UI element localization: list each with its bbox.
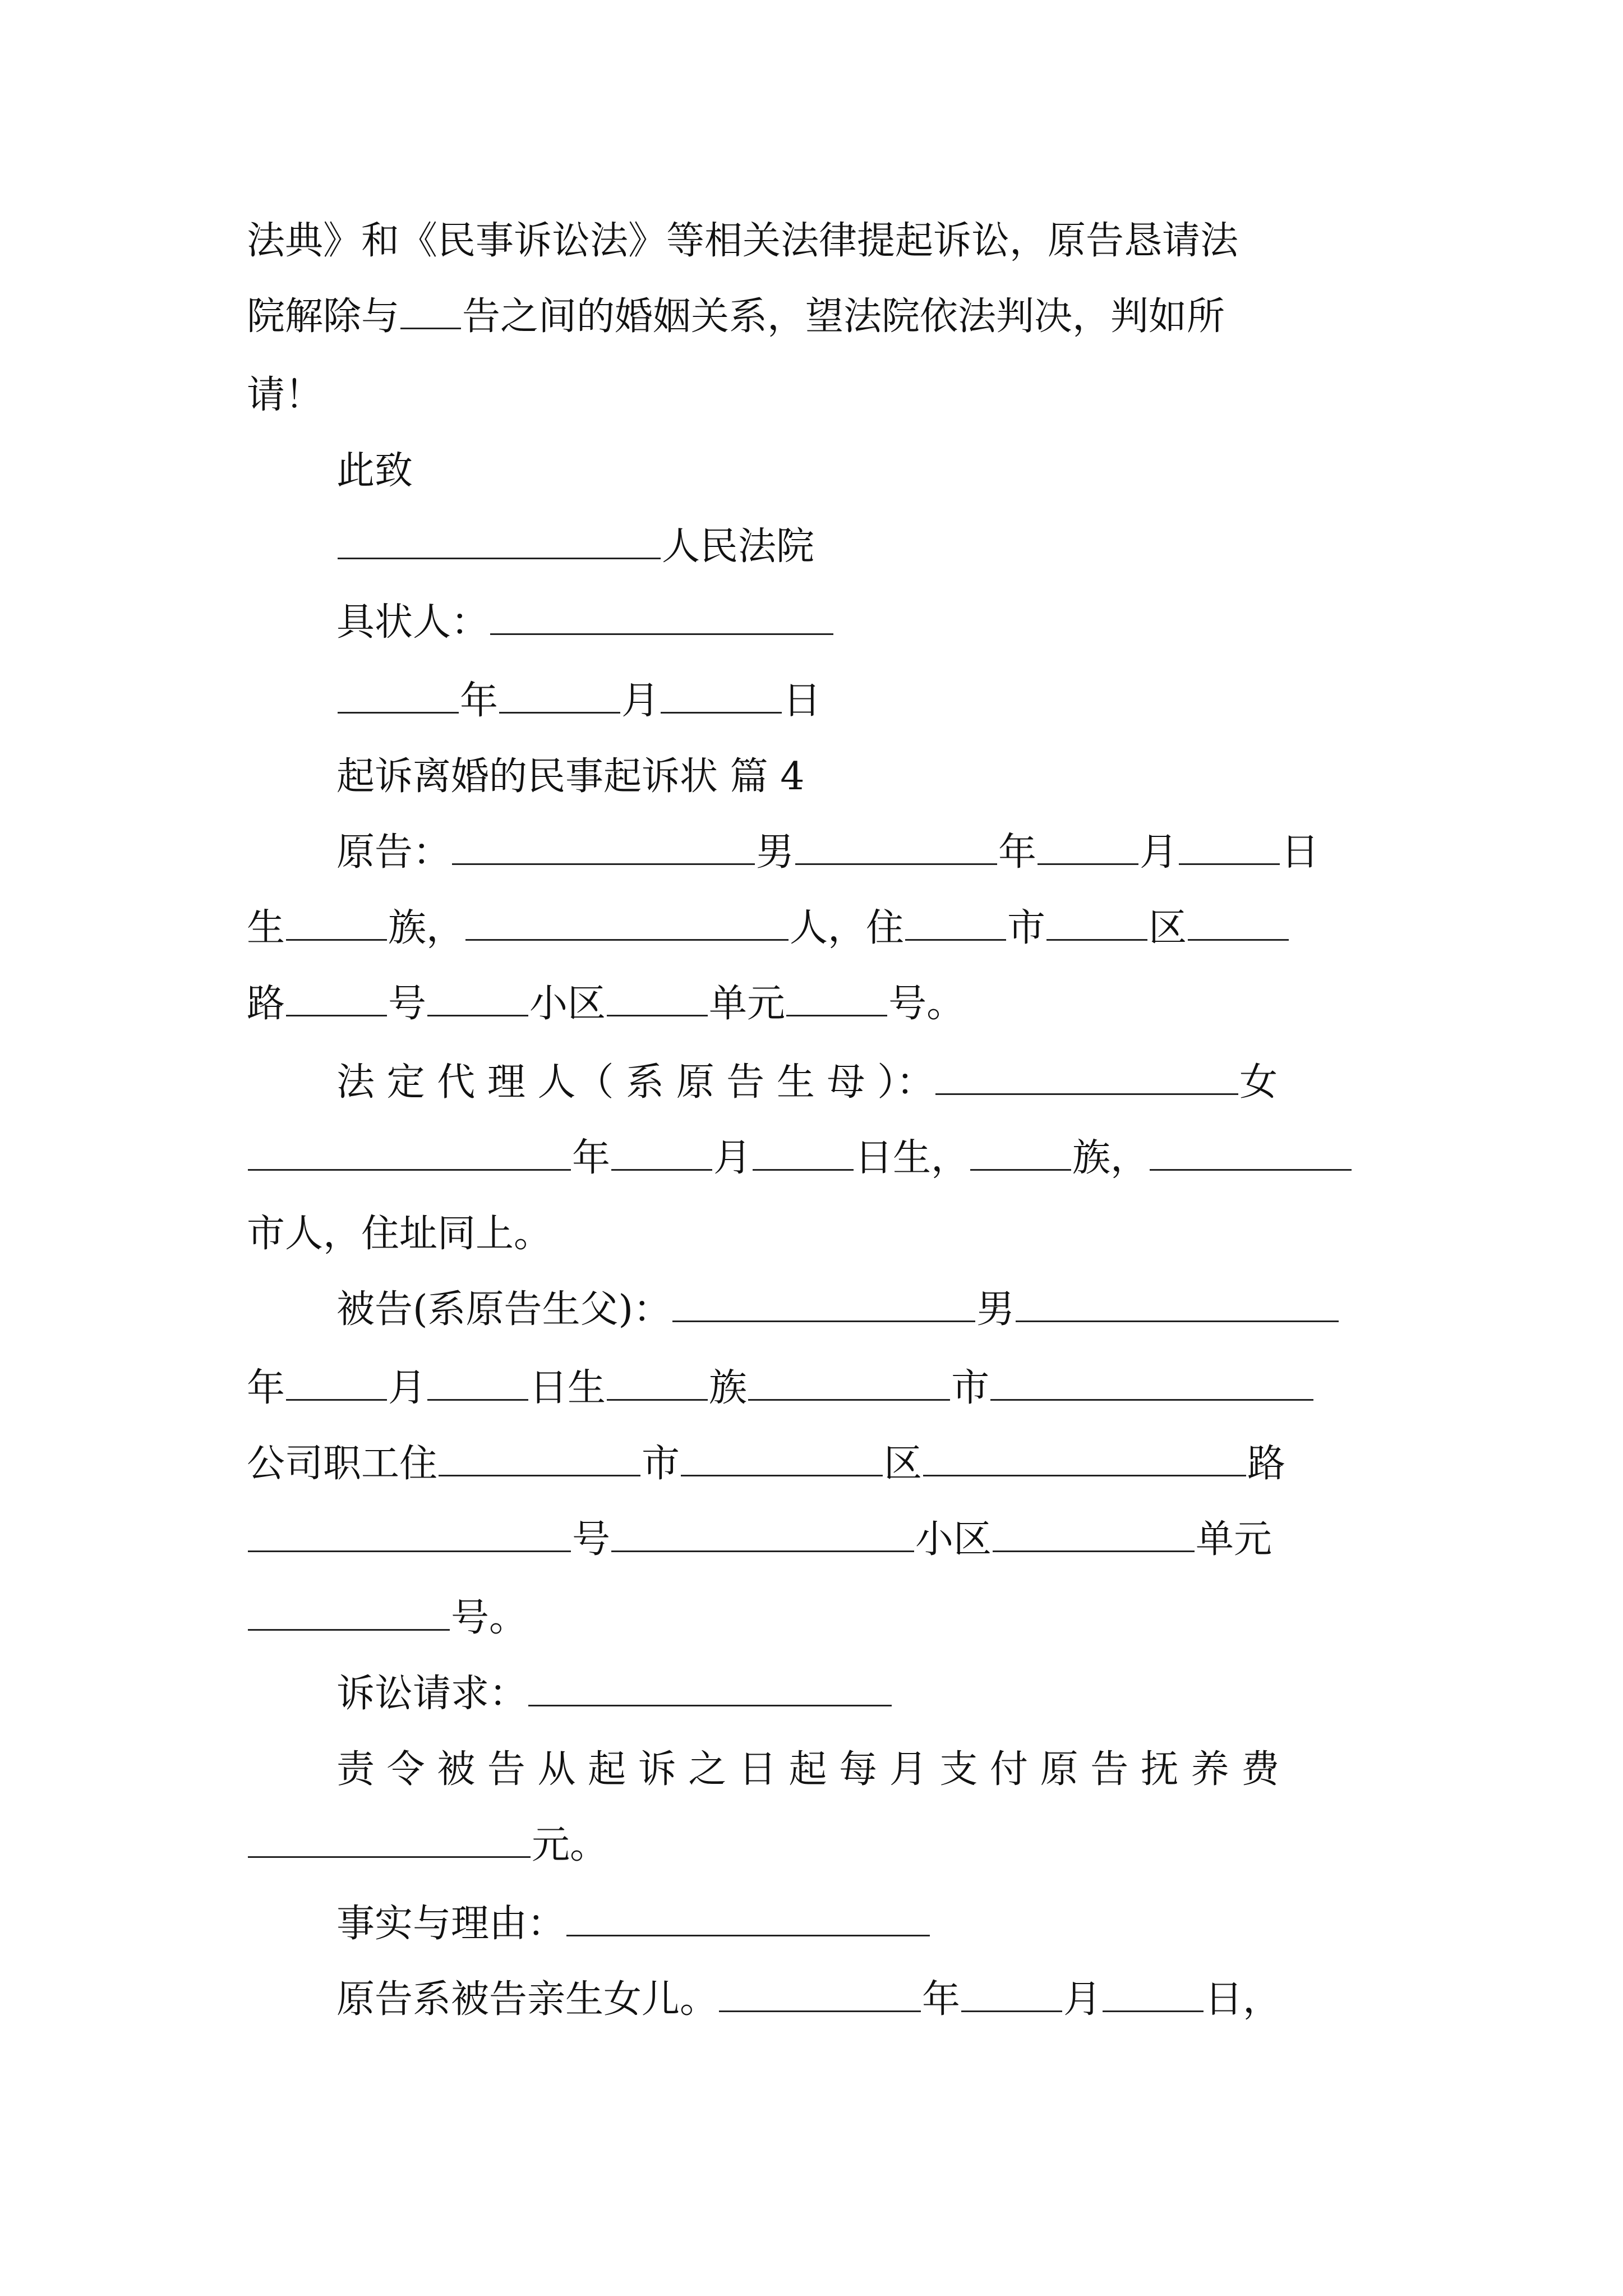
- text-segment: 市: [1007, 906, 1046, 950]
- fill-in-blank: [248, 1820, 531, 1858]
- text-line: [247, 900, 1290, 956]
- text-segment: 年: [922, 1977, 961, 2022]
- fill-in-blank: [970, 1133, 1071, 1171]
- text-segment: 年: [460, 679, 499, 723]
- text-segment: 区: [884, 1442, 923, 1486]
- fill-in-blank: [439, 1439, 640, 1476]
- text-line: [247, 1512, 1272, 1568]
- fill-in-blank: [427, 1363, 528, 1401]
- text-segment: 法典》和《民事诉讼法》等相关法律提起诉讼，原告恳请法: [247, 219, 1239, 263]
- fill-in-blank: [1188, 903, 1289, 941]
- text-segment: 号。: [888, 982, 965, 1026]
- fill-in-blank: [607, 979, 708, 1016]
- text-segment: 被告(系原告生父)：: [336, 1287, 672, 1332]
- text-line: [336, 673, 821, 729]
- fill-in-blank: [923, 1439, 1246, 1476]
- text-segment: 单元: [1196, 1517, 1272, 1562]
- fill-in-blank: [427, 979, 528, 1016]
- text-segment: 元。: [532, 1823, 608, 1867]
- text-segment: 日，: [1205, 1977, 1281, 2022]
- text-segment: 族，: [388, 906, 465, 950]
- fill-in-blank: [1179, 827, 1280, 865]
- text-segment: 男: [976, 1287, 1015, 1332]
- text-line: [247, 1818, 608, 1874]
- text-segment: 生: [247, 906, 285, 950]
- text-segment: 月: [1063, 1977, 1102, 2022]
- fill-in-blank: [719, 1975, 921, 2012]
- text-segment: 请！: [247, 373, 324, 417]
- text-line: [247, 289, 1225, 345]
- text-segment: 告之间的婚姻关系，望法院依法判决，判如所: [462, 295, 1225, 339]
- text-line: [336, 595, 834, 651]
- fill-in-blank: [286, 903, 387, 941]
- text-segment: 具状人：: [336, 600, 490, 645]
- text-segment: 责 令 被 告 从 起 诉 之 日 起 每 月 支 付 原 告 抚 养 费: [336, 1747, 1280, 1792]
- text-segment: 原告：: [336, 830, 451, 875]
- text-line: [247, 1206, 552, 1262]
- text-line: [336, 825, 1319, 881]
- fill-in-blank: [248, 1593, 450, 1631]
- text-segment: 市人，住址同上。: [247, 1212, 552, 1256]
- text-segment: 区: [1149, 906, 1187, 950]
- text-segment: 年: [572, 1136, 611, 1180]
- fill-in-blank: [905, 903, 1006, 941]
- text-segment: 女: [1239, 1060, 1278, 1105]
- text-line: [336, 519, 814, 575]
- fill-in-blank: [452, 827, 755, 865]
- text-segment: 男: [756, 830, 795, 875]
- text-segment: 年: [998, 830, 1037, 875]
- fill-in-blank: [286, 1363, 387, 1401]
- fill-in-blank: [528, 1669, 892, 1706]
- fill-in-blank: [672, 1285, 975, 1322]
- text-segment: 市: [951, 1366, 990, 1410]
- text-segment: 小区: [529, 982, 606, 1026]
- text-segment: 号。: [451, 1596, 528, 1640]
- fill-in-blank: [753, 1133, 854, 1171]
- fill-in-blank: [338, 522, 661, 559]
- text-segment: 月: [713, 1136, 752, 1180]
- text-segment: 族，: [1072, 1136, 1149, 1180]
- fill-in-blank: [490, 597, 833, 635]
- text-line: [247, 367, 323, 424]
- text-segment: 日: [783, 679, 822, 723]
- fill-in-blank: [1046, 903, 1147, 941]
- fill-in-blank: [611, 1133, 712, 1171]
- fill-in-blank: [1150, 1133, 1352, 1171]
- fill-in-blank: [990, 1363, 1313, 1401]
- fill-in-blank: [681, 1439, 883, 1476]
- text-line: [247, 976, 965, 1032]
- text-segment: 市: [642, 1442, 680, 1486]
- fill-in-blank: [566, 1899, 930, 1936]
- fill-in-blank: [465, 903, 789, 941]
- text-line: [336, 1282, 1340, 1338]
- text-segment: 院解除与: [247, 295, 400, 339]
- fill-in-blank: [338, 676, 459, 714]
- fill-in-blank: [400, 292, 461, 329]
- fill-in-blank: [993, 1515, 1195, 1552]
- text-segment: 号: [572, 1517, 611, 1562]
- text-line: [247, 1360, 1315, 1416]
- text-line: [336, 1666, 893, 1722]
- text-segment: 小区: [915, 1517, 992, 1562]
- text-line: [336, 749, 805, 805]
- text-segment: 号: [388, 982, 427, 1026]
- text-segment: 月: [1140, 830, 1178, 875]
- fill-in-blank: [607, 1363, 708, 1401]
- fill-in-blank: [286, 979, 387, 1016]
- fill-in-blank: [248, 1133, 571, 1171]
- text-segment: 日生: [529, 1366, 606, 1410]
- text-line: [336, 443, 413, 499]
- text-line: [336, 1972, 1281, 2028]
- text-line: [336, 1742, 1279, 1798]
- text-segment: 月: [388, 1366, 427, 1410]
- text-segment: 人民法院: [662, 524, 815, 569]
- text-segment: 法 定 代 理 人（ 系 原 告 生 母 ）：: [336, 1060, 935, 1105]
- text-line: [336, 1896, 931, 1952]
- fill-in-blank: [961, 1975, 1062, 2012]
- fill-in-blank: [748, 1363, 950, 1401]
- text-segment: 公司职工住: [247, 1442, 438, 1486]
- fill-in-blank: [499, 676, 620, 714]
- text-segment: 路: [1247, 1442, 1286, 1486]
- fill-in-blank: [1016, 1285, 1339, 1322]
- fill-in-blank: [935, 1057, 1238, 1095]
- text-segment: 人，住: [790, 906, 905, 950]
- text-segment: 原告系被告亲生女儿。: [336, 1977, 718, 2022]
- fill-in-blank: [1103, 1975, 1204, 2012]
- fill-in-blank: [1038, 827, 1138, 865]
- fill-in-blank: [248, 1515, 571, 1552]
- fill-in-blank: [611, 1515, 914, 1552]
- text-line: [247, 1130, 1353, 1186]
- text-segment: 日生，: [855, 1136, 970, 1180]
- text-line: [247, 213, 1238, 269]
- text-segment: 日: [1281, 830, 1320, 875]
- text-line: [247, 1436, 1285, 1492]
- text-segment: 月: [621, 679, 660, 723]
- text-line: [247, 1590, 527, 1646]
- text-segment: 单元: [709, 982, 786, 1026]
- text-segment: 诉讼请求：: [336, 1672, 528, 1716]
- text-segment: 此致: [336, 449, 413, 493]
- fill-in-blank: [795, 827, 997, 865]
- text-segment: 起诉离婚的民事起诉状 篇 4: [336, 754, 805, 799]
- fill-in-blank: [661, 676, 782, 714]
- text-segment: 族: [709, 1366, 748, 1410]
- text-line: [336, 1055, 1278, 1111]
- text-segment: 事实与理由：: [336, 1902, 566, 1946]
- fill-in-blank: [786, 979, 887, 1016]
- text-segment: 年: [247, 1366, 285, 1410]
- text-segment: 路: [247, 982, 285, 1026]
